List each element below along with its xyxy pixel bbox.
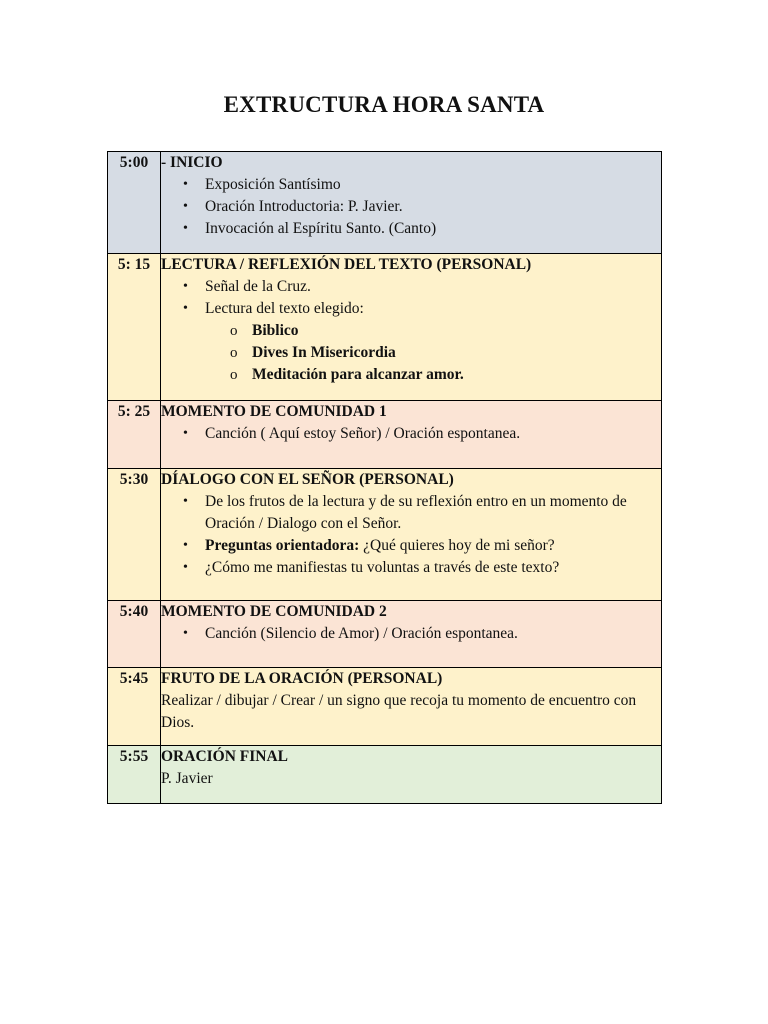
table-row [108, 601, 662, 668]
time-cell: 5:45 [108, 668, 161, 746]
sub-list-item: o Biblico [252, 320, 661, 342]
list-item: • Canción (Silencio de Amor) / Oración espontanea. [205, 623, 661, 645]
time-cell: 5: 25 [108, 401, 161, 469]
list-item: • Señal de la Cruz. [205, 276, 661, 298]
time-cell: 5: 15 [108, 254, 161, 401]
list-item: • Lectura del texto elegido: [205, 298, 661, 320]
table-row [108, 152, 662, 254]
content-cell [161, 469, 662, 601]
content-cell [161, 254, 662, 401]
table-row [108, 746, 662, 804]
list-item: • Exposición Santísimo [205, 174, 661, 196]
row-heading: FRUTO DE LA ORACIÓN (PERSONAL) [161, 670, 443, 687]
content-cell [161, 668, 662, 746]
time-cell: 5:40 [108, 601, 161, 668]
list-item: • Oración Introductoria: P. Javier. [205, 196, 661, 218]
content-cell [161, 746, 662, 804]
bullet-list [161, 174, 661, 240]
list-item: • Invocación al Espíritu Santo. (Canto) [205, 218, 661, 240]
list-item: • ¿Cómo me manifiestas tu voluntas a través de este texto? [205, 557, 661, 579]
time-cell: 5:00 [108, 152, 161, 254]
bullet-list [161, 491, 661, 579]
schedule-table [107, 151, 662, 804]
time-cell: 5:30 [108, 469, 161, 601]
question-text: ¿Qué quieres hoy de mi señor? [359, 537, 555, 554]
content-cell [161, 152, 662, 254]
table-row [108, 469, 662, 601]
bullet-list [161, 276, 661, 320]
sub-list [161, 320, 661, 386]
row-heading: - INICIO [161, 154, 223, 171]
list-item [205, 535, 661, 557]
row-text: Realizar / dibujar / Crear / un signo que recoja tu momento de encuentro con Dios. [161, 692, 637, 731]
row-heading: ORACIÓN FINAL [161, 748, 289, 765]
row-heading: LECTURA / REFLEXIÓN DEL TEXTO (PERSONAL) [161, 256, 532, 273]
question-label: Preguntas orientadora: [205, 537, 360, 554]
content-cell [161, 601, 662, 668]
table-row [108, 401, 662, 469]
page-title: EXTRUCTURA HORA SANTA [223, 92, 545, 117]
row-text: P. Javier [161, 770, 213, 787]
bullet-list [161, 423, 661, 445]
row-heading: DÍALOGO CON EL SEÑOR (PERSONAL) [161, 471, 454, 488]
list-item: • Canción ( Aquí estoy Señor) / Oración espontanea. [205, 423, 661, 445]
content-cell [161, 401, 662, 469]
time-cell: 5:55 [108, 746, 161, 804]
list-item: • De los frutos de la lectura y de su reflexión entro en un momento de Oración / Dialogo con el Señor. [205, 491, 661, 535]
table-row [108, 254, 662, 401]
table-row [108, 668, 662, 746]
bullet-list [161, 623, 661, 645]
row-heading: MOMENTO DE COMUNIDAD 2 [161, 603, 387, 620]
sub-list-item: o Dives In Misericordia [252, 342, 661, 364]
sub-list-item: o Meditación para alcanzar amor. [252, 364, 661, 386]
row-heading: MOMENTO DE COMUNIDAD 1 [161, 403, 387, 420]
